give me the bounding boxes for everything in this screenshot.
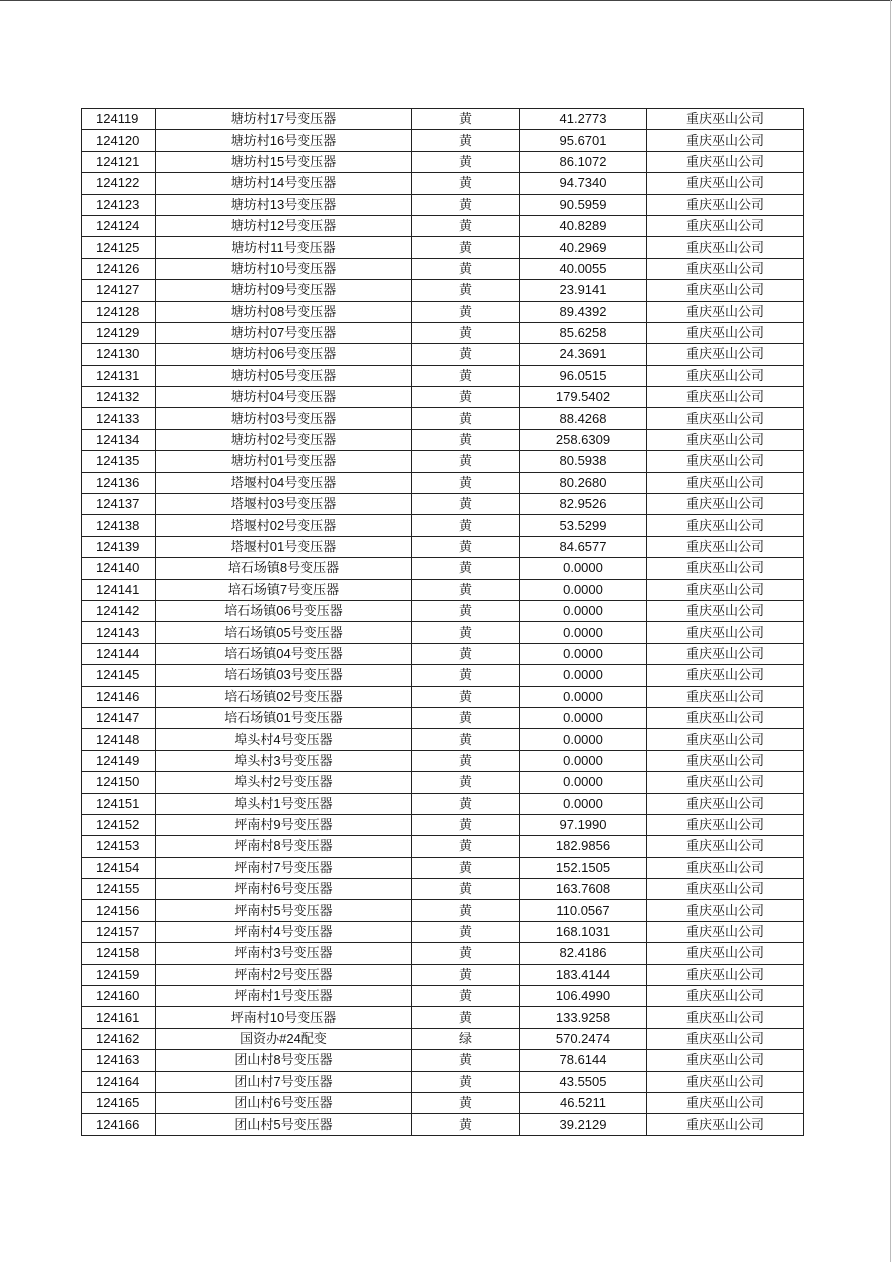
value-cell: 0.0000 [520, 579, 647, 600]
table-row [82, 429, 804, 450]
table-row [82, 1050, 804, 1071]
company-cell: 重庆巫山公司 [647, 900, 804, 921]
value-cell: 133.9258 [520, 1007, 647, 1028]
transformer-name-cell: 坪南村6号变压器 [156, 879, 412, 900]
id-cell: 124136 [82, 472, 156, 493]
transformer-name-cell: 坪南村2号变压器 [156, 964, 412, 985]
id-cell: 124150 [82, 772, 156, 793]
company-cell: 重庆巫山公司 [647, 173, 804, 194]
table-row [82, 943, 804, 964]
status-cell: 黄 [412, 1071, 520, 1092]
id-cell: 124138 [82, 515, 156, 536]
transformer-name-cell: 塘坊村03号变压器 [156, 408, 412, 429]
company-cell: 重庆巫山公司 [647, 130, 804, 151]
table-row [82, 536, 804, 557]
company-cell: 重庆巫山公司 [647, 686, 804, 707]
transformer-name-cell: 塘坊村07号变压器 [156, 322, 412, 343]
transformer-name-cell: 塘坊村14号变压器 [156, 173, 412, 194]
id-cell: 124128 [82, 301, 156, 322]
transformer-name-cell: 塘坊村09号变压器 [156, 280, 412, 301]
company-cell: 重庆巫山公司 [647, 322, 804, 343]
transformer-name-cell: 塘坊村02号变压器 [156, 429, 412, 450]
transformer-name-cell: 培石场镇04号变压器 [156, 643, 412, 664]
company-cell: 重庆巫山公司 [647, 301, 804, 322]
status-cell: 黄 [412, 494, 520, 515]
value-cell: 0.0000 [520, 793, 647, 814]
status-cell: 黄 [412, 707, 520, 728]
value-cell: 41.2773 [520, 109, 647, 130]
transformer-name-cell: 塘坊村12号变压器 [156, 215, 412, 236]
transformer-name-cell: 埠头村1号变压器 [156, 793, 412, 814]
status-cell: 黄 [412, 600, 520, 621]
table-row [82, 900, 804, 921]
value-cell: 183.4144 [520, 964, 647, 985]
id-cell: 124162 [82, 1028, 156, 1049]
id-cell: 124156 [82, 900, 156, 921]
transformer-name-cell: 团山村7号变压器 [156, 1071, 412, 1092]
company-cell: 重庆巫山公司 [647, 494, 804, 515]
status-cell: 黄 [412, 258, 520, 279]
transformer-name-cell: 团山村5号变压器 [156, 1114, 412, 1135]
id-cell: 124164 [82, 1071, 156, 1092]
status-cell: 黄 [412, 215, 520, 236]
company-cell: 重庆巫山公司 [647, 429, 804, 450]
id-cell: 124155 [82, 879, 156, 900]
table-row [82, 344, 804, 365]
table-row [82, 215, 804, 236]
id-cell: 124131 [82, 365, 156, 386]
company-cell: 重庆巫山公司 [647, 600, 804, 621]
id-cell: 124153 [82, 836, 156, 857]
id-cell: 124163 [82, 1050, 156, 1071]
status-cell: 黄 [412, 879, 520, 900]
table-row [82, 237, 804, 258]
value-cell: 97.1990 [520, 814, 647, 835]
status-cell: 黄 [412, 665, 520, 686]
status-cell: 黄 [412, 900, 520, 921]
id-cell: 124144 [82, 643, 156, 664]
transformer-name-cell: 塘坊村15号变压器 [156, 151, 412, 172]
status-cell: 黄 [412, 857, 520, 878]
transformer-name-cell: 培石场镇8号变压器 [156, 558, 412, 579]
status-cell: 黄 [412, 729, 520, 750]
id-cell: 124132 [82, 387, 156, 408]
id-cell: 124129 [82, 322, 156, 343]
status-cell: 黄 [412, 151, 520, 172]
value-cell: 258.6309 [520, 429, 647, 450]
id-cell: 124130 [82, 344, 156, 365]
status-cell: 黄 [412, 1007, 520, 1028]
company-cell: 重庆巫山公司 [647, 729, 804, 750]
table-row [82, 1114, 804, 1135]
table-row [82, 194, 804, 215]
value-cell: 110.0567 [520, 900, 647, 921]
value-cell: 84.6577 [520, 536, 647, 557]
id-cell: 124122 [82, 173, 156, 194]
table-row [82, 322, 804, 343]
company-cell: 重庆巫山公司 [647, 793, 804, 814]
value-cell: 179.5402 [520, 387, 647, 408]
transformer-name-cell: 培石场镇02号变压器 [156, 686, 412, 707]
transformer-name-cell: 培石场镇03号变压器 [156, 665, 412, 686]
table-row [82, 643, 804, 664]
table-row [82, 707, 804, 728]
status-cell: 黄 [412, 1092, 520, 1113]
value-cell: 0.0000 [520, 600, 647, 621]
id-cell: 124149 [82, 750, 156, 771]
company-cell: 重庆巫山公司 [647, 579, 804, 600]
status-cell: 黄 [412, 408, 520, 429]
value-cell: 82.4186 [520, 943, 647, 964]
value-cell: 94.7340 [520, 173, 647, 194]
table-row [82, 964, 804, 985]
table-row [82, 515, 804, 536]
id-cell: 124165 [82, 1092, 156, 1113]
status-cell: 黄 [412, 943, 520, 964]
company-cell: 重庆巫山公司 [647, 387, 804, 408]
company-cell: 重庆巫山公司 [647, 365, 804, 386]
table-row [82, 772, 804, 793]
company-cell: 重庆巫山公司 [647, 194, 804, 215]
status-cell: 黄 [412, 194, 520, 215]
table-row [82, 173, 804, 194]
transformer-name-cell: 坪南村5号变压器 [156, 900, 412, 921]
table-row [82, 750, 804, 771]
id-cell: 124119 [82, 109, 156, 130]
status-cell: 黄 [412, 237, 520, 258]
id-cell: 124159 [82, 964, 156, 985]
transformer-name-cell: 团山村8号变压器 [156, 1050, 412, 1071]
table-row [82, 579, 804, 600]
table-row [82, 1071, 804, 1092]
value-cell: 0.0000 [520, 686, 647, 707]
company-cell: 重庆巫山公司 [647, 814, 804, 835]
company-cell: 重庆巫山公司 [647, 986, 804, 1007]
company-cell: 重庆巫山公司 [647, 237, 804, 258]
value-cell: 85.6258 [520, 322, 647, 343]
transformer-name-cell: 国资办#24配变 [156, 1028, 412, 1049]
status-cell: 黄 [412, 622, 520, 643]
company-cell: 重庆巫山公司 [647, 408, 804, 429]
transformer-name-cell: 塔堰村03号变压器 [156, 494, 412, 515]
status-cell: 黄 [412, 964, 520, 985]
transformer-name-cell: 埠头村2号变压器 [156, 772, 412, 793]
company-cell: 重庆巫山公司 [647, 1092, 804, 1113]
status-cell: 黄 [412, 772, 520, 793]
status-cell: 黄 [412, 451, 520, 472]
transformer-name-cell: 塔堰村02号变压器 [156, 515, 412, 536]
status-cell: 黄 [412, 365, 520, 386]
company-cell: 重庆巫山公司 [647, 707, 804, 728]
company-cell: 重庆巫山公司 [647, 643, 804, 664]
company-cell: 重庆巫山公司 [647, 558, 804, 579]
value-cell: 570.2474 [520, 1028, 647, 1049]
status-cell: 黄 [412, 344, 520, 365]
transformer-name-cell: 塘坊村11号变压器 [156, 237, 412, 258]
id-cell: 124123 [82, 194, 156, 215]
status-cell: 黄 [412, 429, 520, 450]
transformer-name-cell: 塘坊村16号变压器 [156, 130, 412, 151]
value-cell: 88.4268 [520, 408, 647, 429]
transformer-name-cell: 坪南村7号变压器 [156, 857, 412, 878]
company-cell: 重庆巫山公司 [647, 280, 804, 301]
value-cell: 0.0000 [520, 707, 647, 728]
table-row [82, 301, 804, 322]
status-cell: 绿 [412, 1028, 520, 1049]
company-cell: 重庆巫山公司 [647, 472, 804, 493]
status-cell: 黄 [412, 1114, 520, 1135]
company-cell: 重庆巫山公司 [647, 451, 804, 472]
transformer-name-cell: 坪南村1号变压器 [156, 986, 412, 1007]
transformer-name-cell: 坪南村4号变压器 [156, 921, 412, 942]
id-cell: 124139 [82, 536, 156, 557]
table-row [82, 836, 804, 857]
transformer-name-cell: 团山村6号变压器 [156, 1092, 412, 1113]
status-cell: 黄 [412, 536, 520, 557]
value-cell: 53.5299 [520, 515, 647, 536]
id-cell: 124152 [82, 814, 156, 835]
id-cell: 124160 [82, 986, 156, 1007]
company-cell: 重庆巫山公司 [647, 921, 804, 942]
company-cell: 重庆巫山公司 [647, 836, 804, 857]
id-cell: 124146 [82, 686, 156, 707]
transformer-name-cell: 塘坊村05号变压器 [156, 365, 412, 386]
table-row [82, 729, 804, 750]
status-cell: 黄 [412, 921, 520, 942]
company-cell: 重庆巫山公司 [647, 964, 804, 985]
id-cell: 124147 [82, 707, 156, 728]
value-cell: 152.1505 [520, 857, 647, 878]
id-cell: 124141 [82, 579, 156, 600]
status-cell: 黄 [412, 986, 520, 1007]
transformer-name-cell: 塘坊村01号变压器 [156, 451, 412, 472]
table-row [82, 451, 804, 472]
company-cell: 重庆巫山公司 [647, 536, 804, 557]
value-cell: 80.2680 [520, 472, 647, 493]
table-row [82, 879, 804, 900]
status-cell: 黄 [412, 750, 520, 771]
table-row [82, 408, 804, 429]
transformer-name-cell: 坪南村3号变压器 [156, 943, 412, 964]
value-cell: 90.5959 [520, 194, 647, 215]
company-cell: 重庆巫山公司 [647, 109, 804, 130]
status-cell: 黄 [412, 814, 520, 835]
table-row [82, 665, 804, 686]
status-cell: 黄 [412, 686, 520, 707]
value-cell: 0.0000 [520, 729, 647, 750]
status-cell: 黄 [412, 130, 520, 151]
transformer-table [81, 108, 804, 1136]
transformer-name-cell: 塘坊村06号变压器 [156, 344, 412, 365]
id-cell: 124154 [82, 857, 156, 878]
company-cell: 重庆巫山公司 [647, 1028, 804, 1049]
value-cell: 46.5211 [520, 1092, 647, 1113]
transformer-name-cell: 坪南村8号变压器 [156, 836, 412, 857]
id-cell: 124133 [82, 408, 156, 429]
value-cell: 40.0055 [520, 258, 647, 279]
transformer-name-cell: 坪南村10号变压器 [156, 1007, 412, 1028]
table-row [82, 494, 804, 515]
company-cell: 重庆巫山公司 [647, 943, 804, 964]
value-cell: 168.1031 [520, 921, 647, 942]
table-row [82, 365, 804, 386]
status-cell: 黄 [412, 515, 520, 536]
value-cell: 163.7608 [520, 879, 647, 900]
value-cell: 24.3691 [520, 344, 647, 365]
id-cell: 124120 [82, 130, 156, 151]
value-cell: 82.9526 [520, 494, 647, 515]
value-cell: 89.4392 [520, 301, 647, 322]
status-cell: 黄 [412, 643, 520, 664]
table-row [82, 387, 804, 408]
status-cell: 黄 [412, 579, 520, 600]
value-cell: 0.0000 [520, 772, 647, 793]
company-cell: 重庆巫山公司 [647, 1114, 804, 1135]
id-cell: 124124 [82, 215, 156, 236]
id-cell: 124142 [82, 600, 156, 621]
transformer-name-cell: 塘坊村10号变压器 [156, 258, 412, 279]
company-cell: 重庆巫山公司 [647, 258, 804, 279]
table-row [82, 986, 804, 1007]
id-cell: 124121 [82, 151, 156, 172]
table-row [82, 1007, 804, 1028]
company-cell: 重庆巫山公司 [647, 750, 804, 771]
id-cell: 124161 [82, 1007, 156, 1028]
id-cell: 124166 [82, 1114, 156, 1135]
table-row [82, 600, 804, 621]
page-top-edge [0, 0, 892, 1]
table-row [82, 472, 804, 493]
transformer-name-cell: 培石场镇05号变压器 [156, 622, 412, 643]
value-cell: 0.0000 [520, 558, 647, 579]
value-cell: 40.8289 [520, 215, 647, 236]
status-cell: 黄 [412, 793, 520, 814]
table-row [82, 686, 804, 707]
status-cell: 黄 [412, 1050, 520, 1071]
value-cell: 86.1072 [520, 151, 647, 172]
id-cell: 124140 [82, 558, 156, 579]
status-cell: 黄 [412, 472, 520, 493]
value-cell: 106.4990 [520, 986, 647, 1007]
company-cell: 重庆巫山公司 [647, 665, 804, 686]
id-cell: 124157 [82, 921, 156, 942]
status-cell: 黄 [412, 173, 520, 194]
table-row [82, 109, 804, 130]
transformer-name-cell: 坪南村9号变压器 [156, 814, 412, 835]
value-cell: 95.6701 [520, 130, 647, 151]
id-cell: 124143 [82, 622, 156, 643]
company-cell: 重庆巫山公司 [647, 772, 804, 793]
transformer-name-cell: 埠头村3号变压器 [156, 750, 412, 771]
transformer-name-cell: 埠头村4号变压器 [156, 729, 412, 750]
transformer-name-cell: 塘坊村13号变压器 [156, 194, 412, 215]
value-cell: 39.2129 [520, 1114, 647, 1135]
table-row [82, 558, 804, 579]
table-row [82, 622, 804, 643]
value-cell: 0.0000 [520, 643, 647, 664]
status-cell: 黄 [412, 387, 520, 408]
table-row [82, 280, 804, 301]
table-row [82, 921, 804, 942]
page-right-edge [890, 0, 891, 1262]
table-row [82, 1092, 804, 1113]
id-cell: 124158 [82, 943, 156, 964]
transformer-name-cell: 培石场镇06号变压器 [156, 600, 412, 621]
table-body [82, 109, 804, 1136]
value-cell: 0.0000 [520, 750, 647, 771]
table-row [82, 151, 804, 172]
value-cell: 182.9856 [520, 836, 647, 857]
id-cell: 124148 [82, 729, 156, 750]
table-row [82, 258, 804, 279]
table-row [82, 1028, 804, 1049]
transformer-name-cell: 塘坊村17号变压器 [156, 109, 412, 130]
company-cell: 重庆巫山公司 [647, 515, 804, 536]
status-cell: 黄 [412, 301, 520, 322]
id-cell: 124137 [82, 494, 156, 515]
id-cell: 124151 [82, 793, 156, 814]
id-cell: 124134 [82, 429, 156, 450]
id-cell: 124135 [82, 451, 156, 472]
transformer-name-cell: 塔堰村01号变压器 [156, 536, 412, 557]
value-cell: 0.0000 [520, 665, 647, 686]
status-cell: 黄 [412, 836, 520, 857]
table-row [82, 130, 804, 151]
transformer-name-cell: 培石场镇01号变压器 [156, 707, 412, 728]
company-cell: 重庆巫山公司 [647, 215, 804, 236]
transformer-name-cell: 塘坊村08号变压器 [156, 301, 412, 322]
company-cell: 重庆巫山公司 [647, 879, 804, 900]
table-row [82, 793, 804, 814]
value-cell: 40.2969 [520, 237, 647, 258]
status-cell: 黄 [412, 558, 520, 579]
value-cell: 0.0000 [520, 622, 647, 643]
id-cell: 124127 [82, 280, 156, 301]
table-row [82, 814, 804, 835]
transformer-name-cell: 塔堰村04号变压器 [156, 472, 412, 493]
value-cell: 43.5505 [520, 1071, 647, 1092]
company-cell: 重庆巫山公司 [647, 1050, 804, 1071]
company-cell: 重庆巫山公司 [647, 857, 804, 878]
value-cell: 23.9141 [520, 280, 647, 301]
company-cell: 重庆巫山公司 [647, 622, 804, 643]
transformer-name-cell: 塘坊村04号变压器 [156, 387, 412, 408]
company-cell: 重庆巫山公司 [647, 1071, 804, 1092]
transformer-name-cell: 培石场镇7号变压器 [156, 579, 412, 600]
status-cell: 黄 [412, 322, 520, 343]
table-row [82, 857, 804, 878]
company-cell: 重庆巫山公司 [647, 151, 804, 172]
status-cell: 黄 [412, 280, 520, 301]
company-cell: 重庆巫山公司 [647, 344, 804, 365]
value-cell: 80.5938 [520, 451, 647, 472]
id-cell: 124125 [82, 237, 156, 258]
value-cell: 96.0515 [520, 365, 647, 386]
value-cell: 78.6144 [520, 1050, 647, 1071]
id-cell: 124145 [82, 665, 156, 686]
company-cell: 重庆巫山公司 [647, 1007, 804, 1028]
id-cell: 124126 [82, 258, 156, 279]
status-cell: 黄 [412, 109, 520, 130]
